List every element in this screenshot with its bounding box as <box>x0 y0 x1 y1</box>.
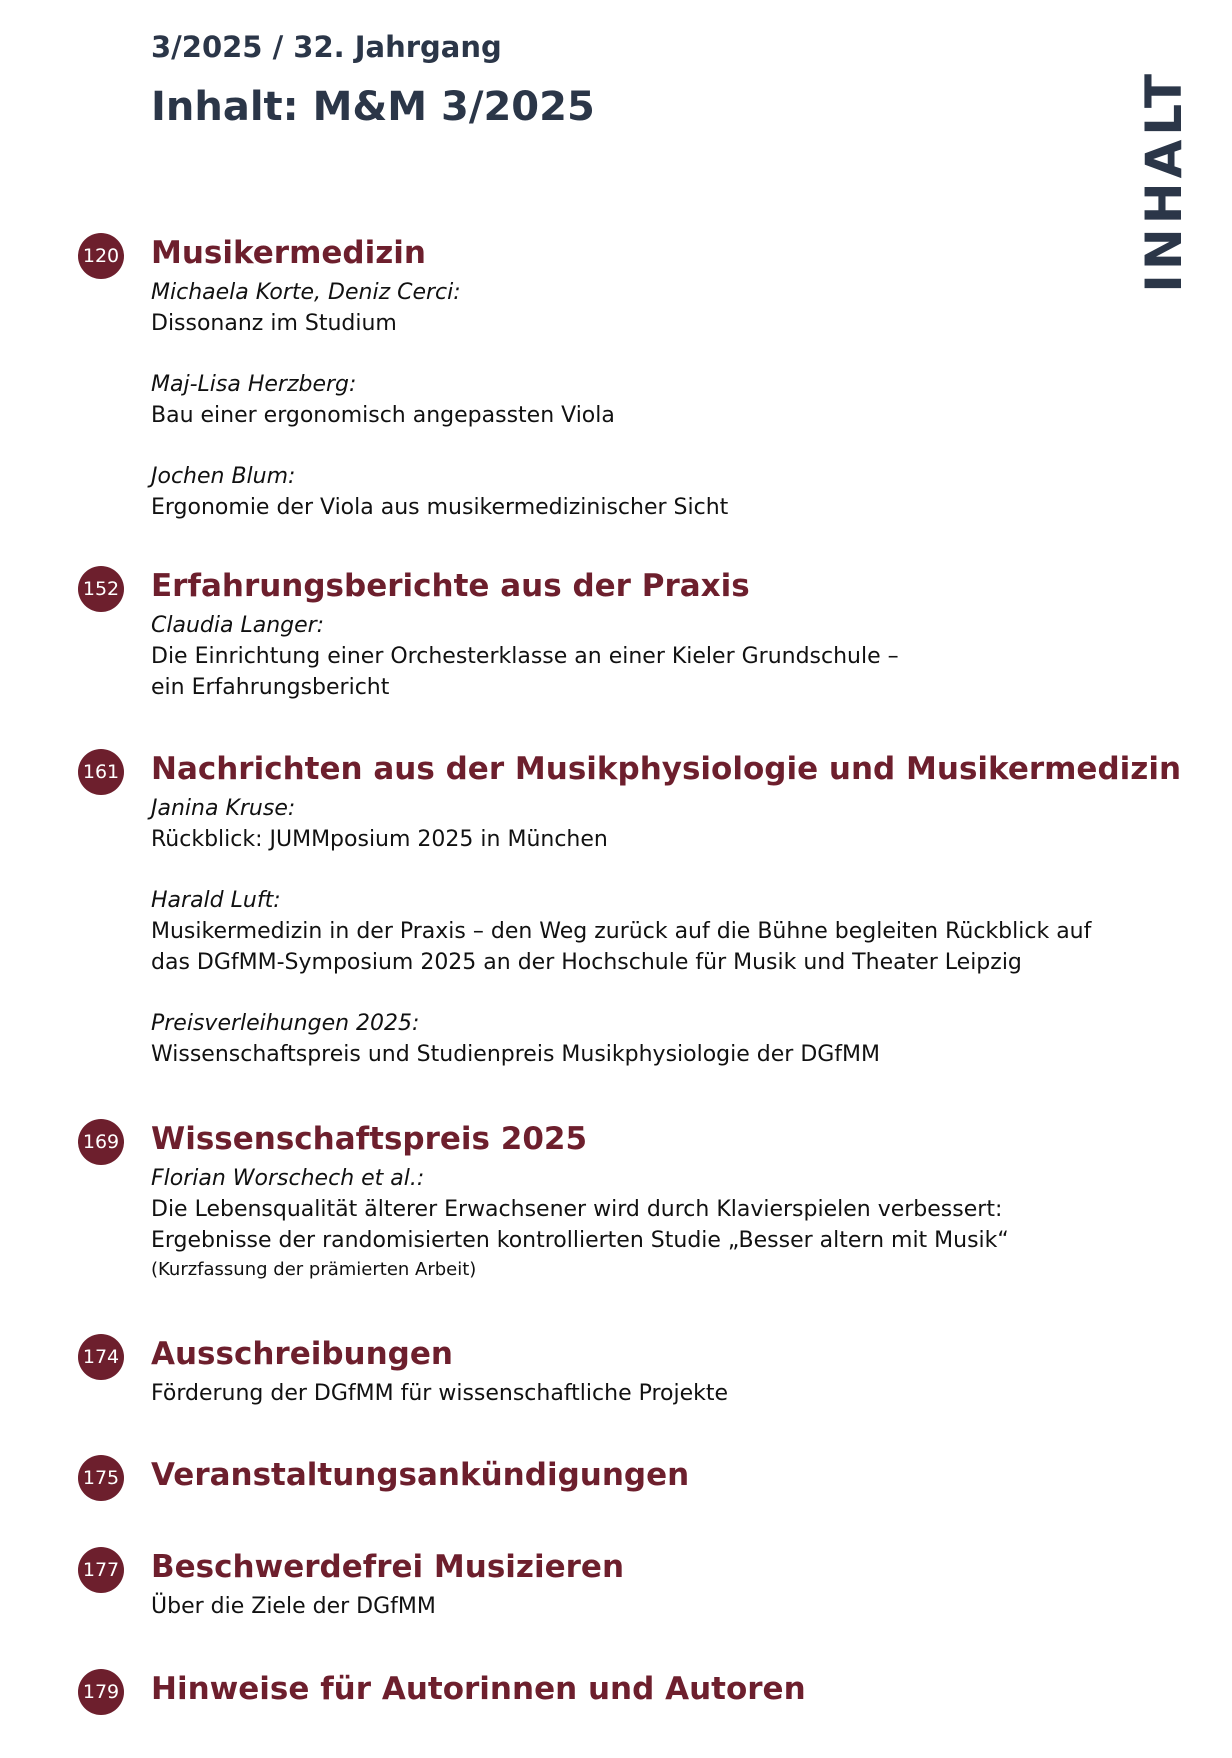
entry-author: Janina Kruse: <box>151 796 296 821</box>
page-number-badge: 175 <box>78 1455 124 1501</box>
section-entries <box>151 277 1101 553</box>
toc-entry[interactable] <box>151 1378 1101 1409</box>
toc-entry[interactable] <box>151 610 1101 703</box>
entry-title: Bau einer ergonomisch angepassten Viola <box>151 403 615 428</box>
entry-title: Dissonanz im Studium <box>151 311 397 336</box>
entry-title: Über die Ziele der DGfMM <box>151 1594 436 1619</box>
entry-author: Preisverleihungen 2025: <box>151 1011 420 1036</box>
page-number-badge: 161 <box>78 749 124 795</box>
entry-author: Michaela Korte, Deniz Cerci: <box>151 280 461 305</box>
entry-title: Ergonomie der Viola aus musikermedizinischer Sicht <box>151 495 729 520</box>
section-title[interactable]: Nachrichten aus der Musikphysiologie und Musikermedizin <box>151 751 1182 787</box>
entry-title: Die Lebensqualität älterer Erwachsener wird durch Klavierspielen verbessert: Ergebnisse der randomisierten kontrollierten Studie „Besser altern mit Musik“ <box>151 1197 1009 1253</box>
entry-author: Harald Luft: <box>151 888 281 913</box>
entry-title: Rückblick: JUMMposium 2025 in München <box>151 827 608 852</box>
entry-title: Musikermedizin in der Praxis – den Weg zurück auf die Bühne begleiten Rückblick auf das DGfMM-Symposium 2025 an der Hochschule für Musik und Theater Leipzig <box>151 919 1092 975</box>
entry-author: Claudia Langer: <box>151 613 325 638</box>
page-number-badge: 174 <box>78 1334 124 1380</box>
page-number-badge: 179 <box>78 1669 124 1715</box>
issue-number: 3/2025 / 32. Jahrgang <box>151 30 502 64</box>
entry-note: (Kurzfassung der prämierten Arbeit) <box>151 1259 477 1280</box>
section-title[interactable]: Hinweise für Autorinnen und Autoren <box>151 1671 806 1707</box>
toc-entry[interactable] <box>151 277 1101 339</box>
entry-author: Florian Worschech et al.: <box>151 1166 425 1191</box>
section-title[interactable]: Erfahrungsberichte aus der Praxis <box>151 568 750 604</box>
entry-author: Maj-Lisa Herzberg: <box>151 372 357 397</box>
section-title[interactable]: Wissenschaftspreis 2025 <box>151 1121 588 1157</box>
section-entries <box>151 1163 1101 1314</box>
page-title: Inhalt: M&M 3/2025 <box>151 84 595 130</box>
toc-entry[interactable] <box>151 793 1101 855</box>
entry-title: Wissenschaftspreis und Studienpreis Musikphysiologie der DGfMM <box>151 1042 881 1067</box>
page-number-badge: 120 <box>78 233 124 279</box>
section-entries <box>151 610 1101 733</box>
section-title[interactable]: Musikermedizin <box>151 235 426 271</box>
section-title[interactable]: Beschwerdefrei Musizieren <box>151 1549 625 1585</box>
section-entries <box>151 1591 1101 1652</box>
toc-entry[interactable] <box>151 1008 1101 1070</box>
toc-entry[interactable] <box>151 369 1101 431</box>
page-number-badge: 177 <box>78 1547 124 1593</box>
entry-title: Förderung der DGfMM für wissenschaftliche Projekte <box>151 1381 729 1406</box>
entry-author: Jochen Blum: <box>151 464 296 489</box>
section-entries <box>151 793 1101 1100</box>
toc-entry[interactable] <box>151 461 1101 523</box>
toc-entry[interactable] <box>151 1591 1101 1622</box>
side-label: INHALT <box>1135 70 1193 293</box>
toc-entry[interactable] <box>151 1163 1101 1284</box>
section-title[interactable]: Ausschreibungen <box>151 1336 453 1372</box>
page-number-badge: 169 <box>78 1119 124 1165</box>
section-entries <box>151 1378 1101 1439</box>
entry-title: Die Einrichtung einer Orchesterklasse an einer Kieler Grundschule – ein Erfahrungsbericht <box>151 644 899 700</box>
section-title[interactable]: Veranstaltungsankündigungen <box>151 1457 690 1493</box>
page-number-badge: 152 <box>78 566 124 612</box>
toc-entry[interactable] <box>151 885 1101 978</box>
